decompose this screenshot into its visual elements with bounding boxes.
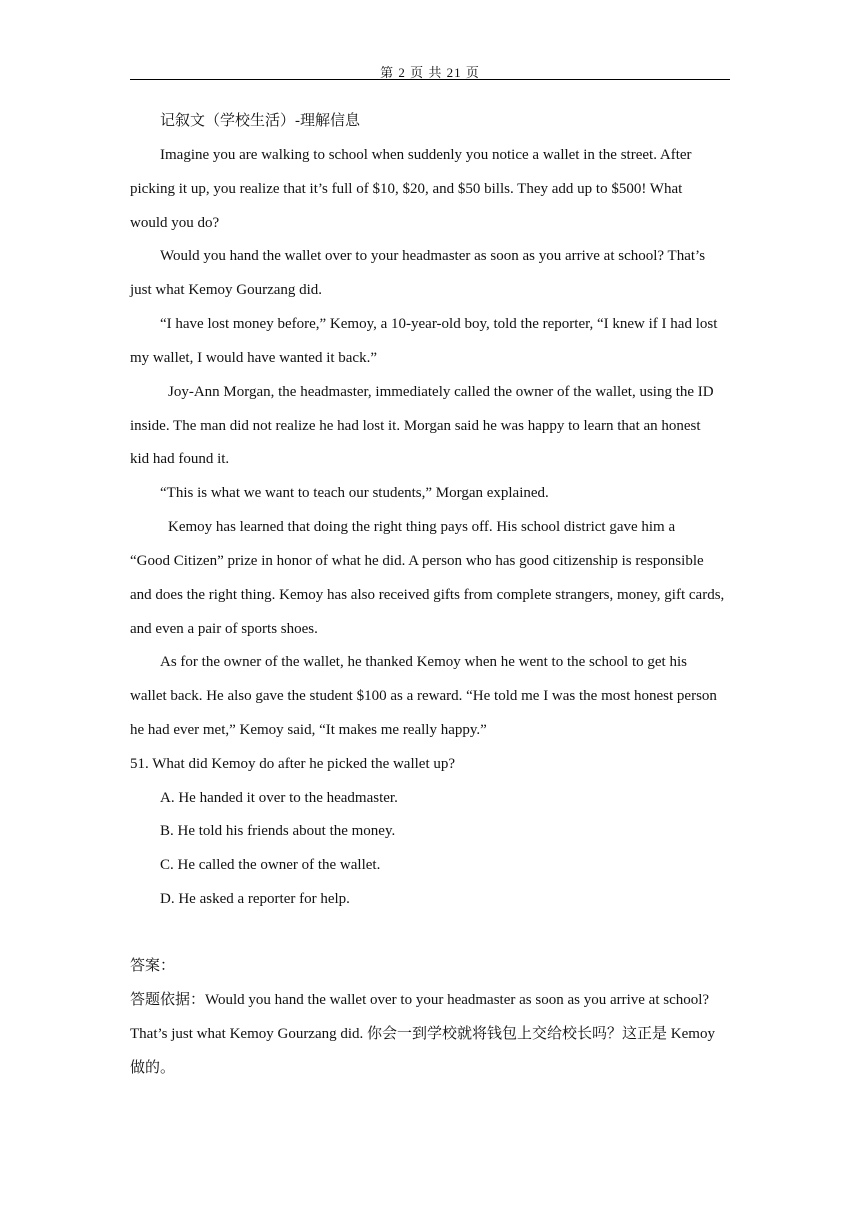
answer-basis-line: 答题依据：Would you hand the wallet over to your headmaster as soon as you arrive at school? bbox=[130, 992, 710, 1008]
passage-line: inside. The man did not realize he had lost it. Morgan said he was happy to learn that an honest bbox=[130, 418, 701, 434]
passage-line: As for the owner of the wallet, he thanked Kemoy when he went to the school to get his bbox=[160, 654, 687, 670]
passage-line: and even a pair of sports shoes. bbox=[130, 621, 318, 637]
passage-line: kid had found it. bbox=[130, 451, 230, 467]
passage-line: just what Kemoy Gourzang did. bbox=[130, 282, 323, 298]
passage-line: Imagine you are walking to school when suddenly you notice a wallet in the street. After bbox=[160, 147, 692, 163]
passage-line: and does the right thing. Kemoy has also received gifts from complete strangers, money, gift cards, bbox=[130, 587, 725, 603]
section-title: 记叙文（学校生活）-理解信息 bbox=[160, 113, 360, 129]
passage-line: “This is what we want to teach our students,” Morgan explained. bbox=[160, 485, 549, 501]
passage-line: he had ever met,” Kemoy said, “It makes me really happy.” bbox=[130, 722, 487, 738]
answer-label: 答案： bbox=[130, 958, 176, 974]
passage-line: would you do? bbox=[130, 215, 220, 231]
option-a: A. He handed it over to the headmaster. bbox=[160, 790, 398, 806]
page-indicator: 第 2 页 共 21 页 bbox=[380, 65, 480, 80]
option-c: C. He called the owner of the wallet. bbox=[160, 857, 381, 873]
option-d: D. He asked a reporter for help. bbox=[160, 891, 350, 907]
passage-line: “Good Citizen” prize in honor of what he did. A person who has good citizenship is responsible bbox=[130, 553, 704, 569]
answer-basis-line: 做的。 bbox=[130, 1060, 176, 1076]
passage-line: wallet back. He also gave the student $100 as a reward. “He told me I was the most honest person bbox=[130, 688, 717, 704]
passage-line: Would you hand the wallet over to your headmaster as soon as you arrive at school? That’s bbox=[160, 248, 706, 264]
passage-line: Joy-Ann Morgan, the headmaster, immediately called the owner of the wallet, using the ID bbox=[168, 384, 714, 400]
option-b: B. He told his friends about the money. bbox=[160, 823, 396, 839]
passage-line: “I have lost money before,” Kemoy, a 10-year-old boy, told the reporter, “I knew if I had lost bbox=[160, 316, 718, 332]
passage-line: picking it up, you realize that it’s full of $10, $20, and $50 bills. They add up to $500! What bbox=[130, 181, 683, 197]
answer-basis-line: That’s just what Kemoy Gourzang did. 你会一到学校就将钱包上交给校长吗？这正是 Kemoy bbox=[130, 1026, 715, 1042]
question-stem: 51. What did Kemoy do after he picked the wallet up? bbox=[130, 756, 456, 772]
passage-line: Kemoy has learned that doing the right thing pays off. His school district gave him a bbox=[168, 519, 676, 535]
passage-line: my wallet, I would have wanted it back.” bbox=[130, 350, 378, 366]
header-divider bbox=[130, 79, 730, 80]
